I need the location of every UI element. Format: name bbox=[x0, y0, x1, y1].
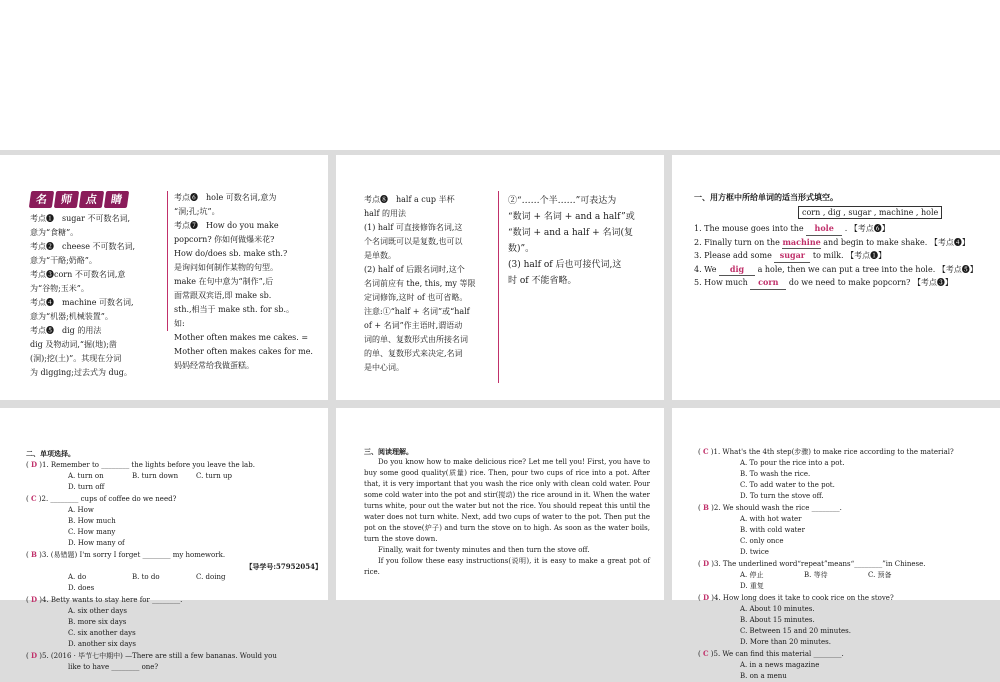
options-row bbox=[698, 458, 994, 480]
text-line: 个名词既可以是复数,也可以 bbox=[364, 237, 463, 246]
answer-blank: corn bbox=[750, 276, 786, 290]
options-row bbox=[698, 570, 994, 592]
question: ( D )3. The underlined word“repeat”means“________”in Chinese. bbox=[698, 559, 926, 568]
question-text: )1. Remember to ________ the lights before you leave the lab. bbox=[39, 461, 255, 469]
option: C. six another days bbox=[68, 629, 136, 637]
option: B. more six days bbox=[68, 618, 127, 626]
answer-letter: D bbox=[30, 460, 38, 469]
badge-char: 点 bbox=[79, 191, 104, 208]
passage-paragraph: If you follow these easy instructions(说明), it is easy to make a great pot of rice. bbox=[364, 557, 650, 576]
key-points-left-column bbox=[30, 191, 160, 380]
section-title: 三、阅读理解。 bbox=[364, 447, 413, 456]
question-text: )4. How long does it take to cook rice on the stove? bbox=[711, 594, 894, 602]
text-line: half 的用法 bbox=[364, 209, 406, 218]
option: D. twice bbox=[740, 548, 769, 556]
text-line: (1) half 可直接修饰名词,这 bbox=[364, 223, 463, 232]
option: B. to do bbox=[132, 573, 160, 581]
option: A. 停止 bbox=[740, 571, 764, 579]
text-line: 为 digging;过去式为 dug。 bbox=[30, 368, 132, 377]
text-line: 是询问如何制作某物的句型。 bbox=[174, 263, 278, 272]
text-line: “数词 + and a half + 名词(复 bbox=[508, 228, 634, 238]
answer-blank: machine bbox=[782, 236, 820, 250]
text-line: dig 及物动词,“掘(地);凿 bbox=[30, 340, 117, 349]
options-row bbox=[698, 604, 994, 626]
question: ( B )3. (易错题) I'm sorry I forget ________ my homework. bbox=[26, 550, 226, 559]
text-line: 的单、复数形式来决定,名词 bbox=[364, 349, 463, 358]
answer-letter: D bbox=[30, 651, 38, 660]
answer-letter: C bbox=[702, 447, 709, 456]
answer-letter: B bbox=[30, 550, 37, 559]
text-line: 考点❶ sugar 不可数名词, bbox=[30, 214, 131, 223]
option: B. 等待 bbox=[804, 571, 828, 579]
text-line: 如: bbox=[174, 319, 185, 328]
option: A. How bbox=[68, 506, 94, 514]
text-line: 考点❸corn 不可数名词,意 bbox=[30, 270, 126, 279]
text-line: 妈妈经常给我做蛋糕。 bbox=[174, 361, 254, 370]
text-line: (2) half of 后跟名词时,这个 bbox=[364, 265, 465, 274]
text-line: 考点❷ cheese 不可数名词, bbox=[30, 242, 136, 251]
text-line: 考点❹ machine 可数名词, bbox=[30, 298, 134, 307]
text-line: 是单数。 bbox=[364, 251, 396, 260]
option: C. Between 15 and 20 minutes. bbox=[740, 627, 851, 635]
answer-blank: hole bbox=[806, 222, 842, 236]
option: A. six other days bbox=[68, 607, 127, 615]
question: ( B )2. We should wash the rice ________. bbox=[698, 503, 842, 512]
question-text: )4. Betty wants to stay here for ________. bbox=[39, 596, 183, 604]
answer-letter: B bbox=[702, 503, 709, 512]
text-line: (3) half of 后也可接代词,这 bbox=[508, 260, 622, 270]
half-usage-right-column bbox=[508, 193, 658, 289]
key-points-right-column bbox=[174, 191, 324, 373]
options-row bbox=[26, 471, 322, 493]
options-row bbox=[26, 572, 322, 594]
options-row bbox=[698, 514, 994, 536]
answer-blank: sugar bbox=[774, 249, 810, 263]
text-line: (洞);挖(土)”。其现在分词 bbox=[30, 354, 122, 363]
question: ( C )1. What's the 4th step(步骤) to make rice according to the material? bbox=[698, 447, 954, 456]
option: B. About 15 minutes. bbox=[740, 616, 815, 624]
badge-char: 睛 bbox=[104, 191, 129, 208]
fill-item bbox=[694, 276, 994, 290]
divider-line bbox=[498, 191, 499, 383]
text-line: 意为“食糖”。 bbox=[30, 228, 79, 237]
option: D. does bbox=[68, 584, 95, 592]
text-line: Mother often makes cakes for me. bbox=[174, 347, 313, 356]
fill-item bbox=[694, 236, 994, 250]
item-text: 3. Please add some bbox=[694, 251, 772, 260]
option: C. only once bbox=[740, 537, 784, 545]
option: C. 预备 bbox=[868, 571, 892, 579]
options-row bbox=[26, 606, 322, 628]
item-text: 5. How much bbox=[694, 278, 748, 287]
question-continuation: like to have ________ one? bbox=[68, 663, 159, 671]
panel-exercise-fill-in bbox=[672, 155, 1000, 400]
text-line: 意为“机器;机械装置”。 bbox=[30, 312, 113, 321]
half-usage-left-column bbox=[364, 193, 494, 375]
item-text: and begin to make shake. 【考点❹】 bbox=[823, 237, 970, 247]
text-line: sth.,相当于 make sth. for sb.。 bbox=[174, 305, 295, 314]
option: D. another six days bbox=[68, 640, 136, 648]
text-line: “数词 + 名词 + and a half”或 bbox=[508, 212, 635, 222]
text-line: 为“谷物;玉米”。 bbox=[30, 284, 89, 293]
option: A. About 10 minutes. bbox=[740, 605, 815, 613]
question-text: )1. What's the 4th step(步骤) to make rice according to the material? bbox=[710, 448, 954, 456]
text-line: 注意:①“half + 名词”或“half bbox=[364, 307, 470, 316]
option: C. How many bbox=[68, 528, 116, 536]
answer-letter: D bbox=[30, 595, 38, 604]
option: D. How many of bbox=[68, 539, 125, 547]
options-row bbox=[698, 480, 994, 502]
options-row bbox=[26, 628, 322, 650]
panel-key-points-1 bbox=[0, 155, 328, 400]
text-line: 定词修饰,这时 of 也可省略。 bbox=[364, 293, 468, 302]
question: ( D )4. How long does it take to cook rice on the stove? bbox=[698, 593, 894, 602]
question-text: )3. (易错题) I'm sorry I forget ________ my homework. bbox=[39, 551, 226, 559]
item-text: do we need to make popcorn? 【考点❸】 bbox=[788, 278, 953, 287]
badge-char: 名 bbox=[29, 191, 54, 208]
question: ( D )5. (2016 · 毕节七中期中) —There are still a few bananas. Would you bbox=[26, 651, 277, 660]
panel-reading bbox=[336, 408, 664, 600]
text-line: Mother often makes me cakes. = bbox=[174, 333, 309, 342]
text-line: 考点❽ half a cup 半杯 bbox=[364, 195, 455, 204]
option: C. turn up bbox=[196, 472, 232, 480]
option: A. with hot water bbox=[740, 515, 802, 523]
option: D. 重复 bbox=[740, 582, 764, 590]
option: C. To add water to the pot. bbox=[740, 481, 835, 489]
text-line: 词的单、复数形式由所接名词 bbox=[364, 335, 468, 344]
option: B. To wash the rice. bbox=[740, 470, 811, 478]
answer-letter: C bbox=[30, 494, 37, 503]
blank-top-area bbox=[0, 0, 1000, 150]
panel-multiple-choice bbox=[0, 408, 328, 671]
question-text: )2. We should wash the rice ________. bbox=[711, 504, 842, 512]
item-text: . 【考点❻】 bbox=[844, 224, 890, 233]
option: A. in a news magazine bbox=[740, 661, 820, 669]
answer-letter: D bbox=[702, 559, 710, 568]
options-row bbox=[698, 660, 994, 682]
options-row bbox=[698, 536, 994, 558]
item-text: 1. The mouse goes into the bbox=[694, 224, 804, 233]
question: ( C )2. ________ cups of coffee do we need? bbox=[26, 494, 177, 503]
option: D. More than 20 minutes. bbox=[740, 638, 831, 646]
option: B. on a menu bbox=[740, 672, 787, 680]
fill-item bbox=[694, 263, 994, 277]
question: ( D )1. Remember to ________ the lights before you leave the lab. bbox=[26, 460, 255, 469]
question-text: )2. ________ cups of coffee do we need? bbox=[38, 495, 177, 503]
option: A. do bbox=[68, 573, 87, 581]
options-row bbox=[26, 527, 322, 549]
mingshi-dianjing-badge bbox=[30, 191, 160, 208]
text-line: 考点❼ How do you make bbox=[174, 221, 279, 230]
text-line: How do/does sb. make sth.? bbox=[174, 249, 288, 258]
item-text: a hole, then we can put a tree into the hole. 【考点❺】 bbox=[757, 264, 978, 274]
option: B. How much bbox=[68, 517, 116, 525]
option: D. turn off bbox=[68, 483, 105, 491]
passage-paragraph: Do you know how to make delicious rice? Let me tell you! First, you have to buy some good quality(质量) rice. Then, pour two cups of rice into a pot. After that, it is very important that you wash the rice only with clean cold water. Pour some cold water into the pot and stir(搅动) the rice around in it. When the water turns white, pour out the water but not the rice. You should repeat this until the water does not turn white. Next, add two cups of water to the pot. Then put the pot on the stove(炉子) and turn the stove on to high. As soon as the water boils, turn the stove down. bbox=[364, 458, 650, 543]
text-line: 意为“干酪;奶酪”。 bbox=[30, 256, 97, 265]
fill-item bbox=[694, 222, 994, 236]
item-text: 4. We bbox=[694, 264, 717, 274]
text-line: 是中心词。 bbox=[364, 363, 404, 372]
item-text: to milk. 【考点❶】 bbox=[812, 251, 887, 260]
text-line: 面常跟双宾语,即 make sb. bbox=[174, 291, 272, 300]
question-text: )3. The underlined word“repeat”means“________”in Chinese. bbox=[711, 560, 926, 568]
answer-blank: dig bbox=[719, 263, 755, 277]
option: D. To turn the stove off. bbox=[740, 492, 824, 500]
option: C. doing bbox=[196, 573, 226, 581]
section-title: 一、用方框中所给单词的适当形式填空。 bbox=[694, 192, 838, 202]
section-title: 二、单项选择。 bbox=[26, 449, 75, 458]
text-line: ②“……个半……”可表达为 bbox=[508, 196, 617, 206]
options-row bbox=[26, 505, 322, 527]
question-text: )5. (2016 · 毕节七中期中) —There are still a few bananas. Would you bbox=[39, 652, 277, 660]
option: A. To pour the rice into a pot. bbox=[740, 459, 845, 467]
divider-line bbox=[167, 191, 168, 331]
panel-key-points-2 bbox=[336, 155, 664, 400]
option: B. turn down bbox=[132, 472, 179, 480]
text-line: 名词前应有 the, this, my 等限 bbox=[364, 279, 476, 288]
guide-code: 【导学号:57952054】 bbox=[245, 562, 322, 571]
question: ( D )4. Betty wants to stay here for ________. bbox=[26, 595, 183, 604]
text-line: 考点❺ dig 的用法 bbox=[30, 326, 102, 335]
multiple-choice-section bbox=[26, 448, 322, 673]
text-line: “洞;孔;坑”。 bbox=[174, 207, 220, 216]
reading-passage bbox=[364, 446, 650, 578]
badge-char: 师 bbox=[54, 191, 79, 208]
answer-letter: C bbox=[702, 649, 709, 658]
text-line: popcorn? 你如何做爆米花? bbox=[174, 235, 275, 244]
fill-item bbox=[694, 249, 994, 263]
text-line: 时 of 不能省略。 bbox=[508, 276, 577, 286]
panel-reading-questions bbox=[672, 408, 1000, 680]
question-text: )5. We can find this material ________. bbox=[710, 650, 844, 658]
text-line: 考点❻ hole 可数名词,意为 bbox=[174, 193, 277, 202]
text-line: of + 名词”作主语时,谓语动 bbox=[364, 321, 463, 330]
passage-paragraph: Finally, wait for twenty minutes and then turn the stove off. bbox=[378, 546, 590, 554]
reading-questions bbox=[698, 446, 994, 682]
answer-letter: D bbox=[702, 593, 710, 602]
text-line: make 在句中意为“制作”,后 bbox=[174, 277, 274, 286]
options-row bbox=[698, 626, 994, 648]
option: B. with cold water bbox=[740, 526, 805, 534]
item-text: 2. Finally turn on the bbox=[694, 237, 780, 247]
question: ( C )5. We can find this material ________. bbox=[698, 649, 844, 658]
option: A. turn on bbox=[68, 472, 104, 480]
fill-in-exercise bbox=[694, 191, 994, 290]
word-box: corn , dig , sugar , machine , hole bbox=[798, 206, 942, 219]
text-line: 数)”。 bbox=[508, 244, 535, 254]
